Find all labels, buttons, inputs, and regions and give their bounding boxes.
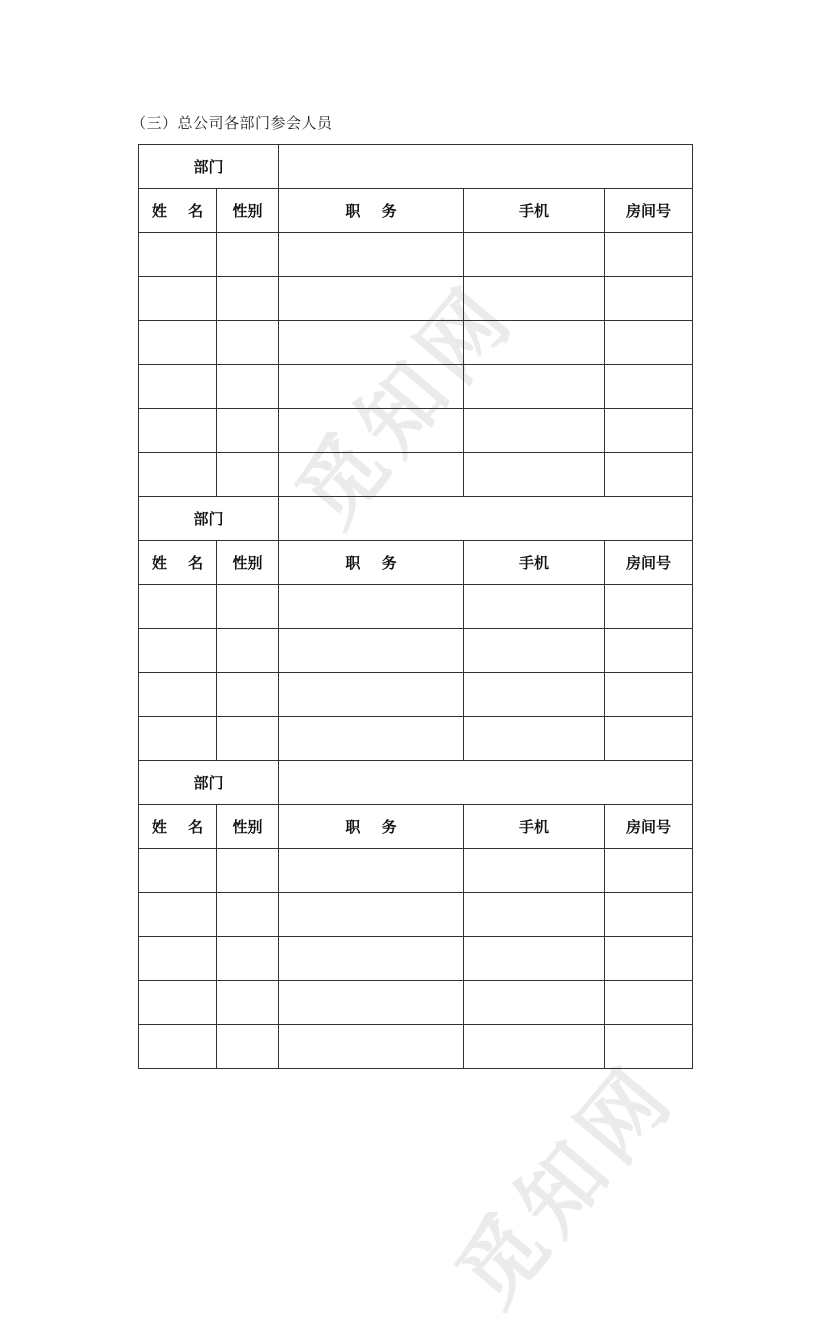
gender-cell[interactable] [217,365,279,409]
header-gender: 性别 [217,189,279,233]
column-header-row [139,541,693,585]
room-cell[interactable] [605,453,693,497]
gender-cell[interactable] [217,937,279,981]
header-gender: 性别 [217,805,279,849]
watermark: 觅知网 [277,265,535,545]
phone-cell[interactable] [464,365,605,409]
position-cell[interactable] [279,321,464,365]
phone-cell[interactable] [464,629,605,673]
attendee-table [138,144,693,1069]
position-cell[interactable] [279,981,464,1025]
room-cell[interactable] [605,849,693,893]
room-cell[interactable] [605,937,693,981]
table-row [139,849,693,893]
position-cell[interactable] [279,1025,464,1069]
room-cell[interactable] [605,321,693,365]
column-header-row [139,805,693,849]
room-cell[interactable] [605,893,693,937]
room-cell[interactable] [605,365,693,409]
name-cell[interactable] [139,717,217,761]
header-name: 姓 名 [139,189,217,233]
header-name: 姓 名 [139,541,217,585]
position-cell[interactable] [279,409,464,453]
room-cell[interactable] [605,1025,693,1069]
header-phone: 手机 [464,805,605,849]
gender-cell[interactable] [217,893,279,937]
gender-cell[interactable] [217,409,279,453]
name-cell[interactable] [139,981,217,1025]
position-cell[interactable] [279,717,464,761]
table-row [139,409,693,453]
gender-cell[interactable] [217,277,279,321]
position-cell[interactable] [279,893,464,937]
table-row [139,277,693,321]
position-cell[interactable] [279,937,464,981]
header-gender: 性别 [217,541,279,585]
table-row [139,937,693,981]
room-cell[interactable] [605,629,693,673]
table-row [139,585,693,629]
department-row [139,145,693,189]
name-cell[interactable] [139,365,217,409]
table-row [139,233,693,277]
position-cell[interactable] [279,629,464,673]
table-row [139,717,693,761]
department-row [139,761,693,805]
header-phone: 手机 [464,189,605,233]
phone-cell[interactable] [464,321,605,365]
phone-cell[interactable] [464,673,605,717]
gender-cell[interactable] [217,233,279,277]
gender-cell[interactable] [217,321,279,365]
gender-cell[interactable] [217,981,279,1025]
phone-cell[interactable] [464,277,605,321]
watermark-bottom: 觅知网 [437,1045,695,1325]
position-cell[interactable] [279,849,464,893]
header-position: 职 务 [279,189,464,233]
phone-cell[interactable] [464,453,605,497]
department-label: 部门 [139,497,279,541]
phone-cell[interactable] [464,893,605,937]
name-cell[interactable] [139,673,217,717]
table-row [139,1025,693,1069]
phone-cell[interactable] [464,849,605,893]
phone-cell[interactable] [464,409,605,453]
name-cell[interactable] [139,1025,217,1069]
department-value-cell[interactable] [279,761,693,805]
table-row [139,453,693,497]
department-label: 部门 [139,761,279,805]
name-cell[interactable] [139,321,217,365]
room-cell[interactable] [605,717,693,761]
header-phone: 手机 [464,541,605,585]
name-cell[interactable] [139,937,217,981]
position-cell[interactable] [279,453,464,497]
position-cell[interactable] [279,585,464,629]
header-position: 职 务 [279,541,464,585]
name-cell[interactable] [139,585,217,629]
position-cell[interactable] [279,673,464,717]
name-cell[interactable] [139,849,217,893]
table-row [139,321,693,365]
header-position: 职 务 [279,805,464,849]
column-header-row [139,189,693,233]
gender-cell[interactable] [217,629,279,673]
phone-cell[interactable] [464,1025,605,1069]
gender-cell[interactable] [217,673,279,717]
phone-cell[interactable] [464,981,605,1025]
room-cell[interactable] [605,585,693,629]
department-value-cell[interactable] [279,497,693,541]
department-row [139,497,693,541]
gender-cell[interactable] [217,1025,279,1069]
position-cell[interactable] [279,365,464,409]
table-row [139,893,693,937]
department-value-cell[interactable] [279,145,693,189]
room-cell[interactable] [605,277,693,321]
phone-cell[interactable] [464,233,605,277]
position-cell[interactable] [279,233,464,277]
name-cell[interactable] [139,277,217,321]
header-room: 房间号 [605,541,693,585]
page-heading: （三）总公司各部门参会人员 [131,114,333,132]
name-cell[interactable] [139,453,217,497]
room-cell[interactable] [605,233,693,277]
gender-cell[interactable] [217,717,279,761]
phone-cell[interactable] [464,937,605,981]
name-cell[interactable] [139,409,217,453]
room-cell[interactable] [605,409,693,453]
name-cell[interactable] [139,233,217,277]
gender-cell[interactable] [217,453,279,497]
gender-cell[interactable] [217,849,279,893]
table-row [139,629,693,673]
header-room: 房间号 [605,805,693,849]
name-cell[interactable] [139,629,217,673]
department-label: 部门 [139,145,279,189]
position-cell[interactable] [279,277,464,321]
table-row [139,673,693,717]
table-row [139,365,693,409]
gender-cell[interactable] [217,585,279,629]
room-cell[interactable] [605,673,693,717]
header-room: 房间号 [605,189,693,233]
header-name: 姓 名 [139,805,217,849]
room-cell[interactable] [605,981,693,1025]
name-cell[interactable] [139,893,217,937]
table-row [139,981,693,1025]
phone-cell[interactable] [464,585,605,629]
phone-cell[interactable] [464,717,605,761]
